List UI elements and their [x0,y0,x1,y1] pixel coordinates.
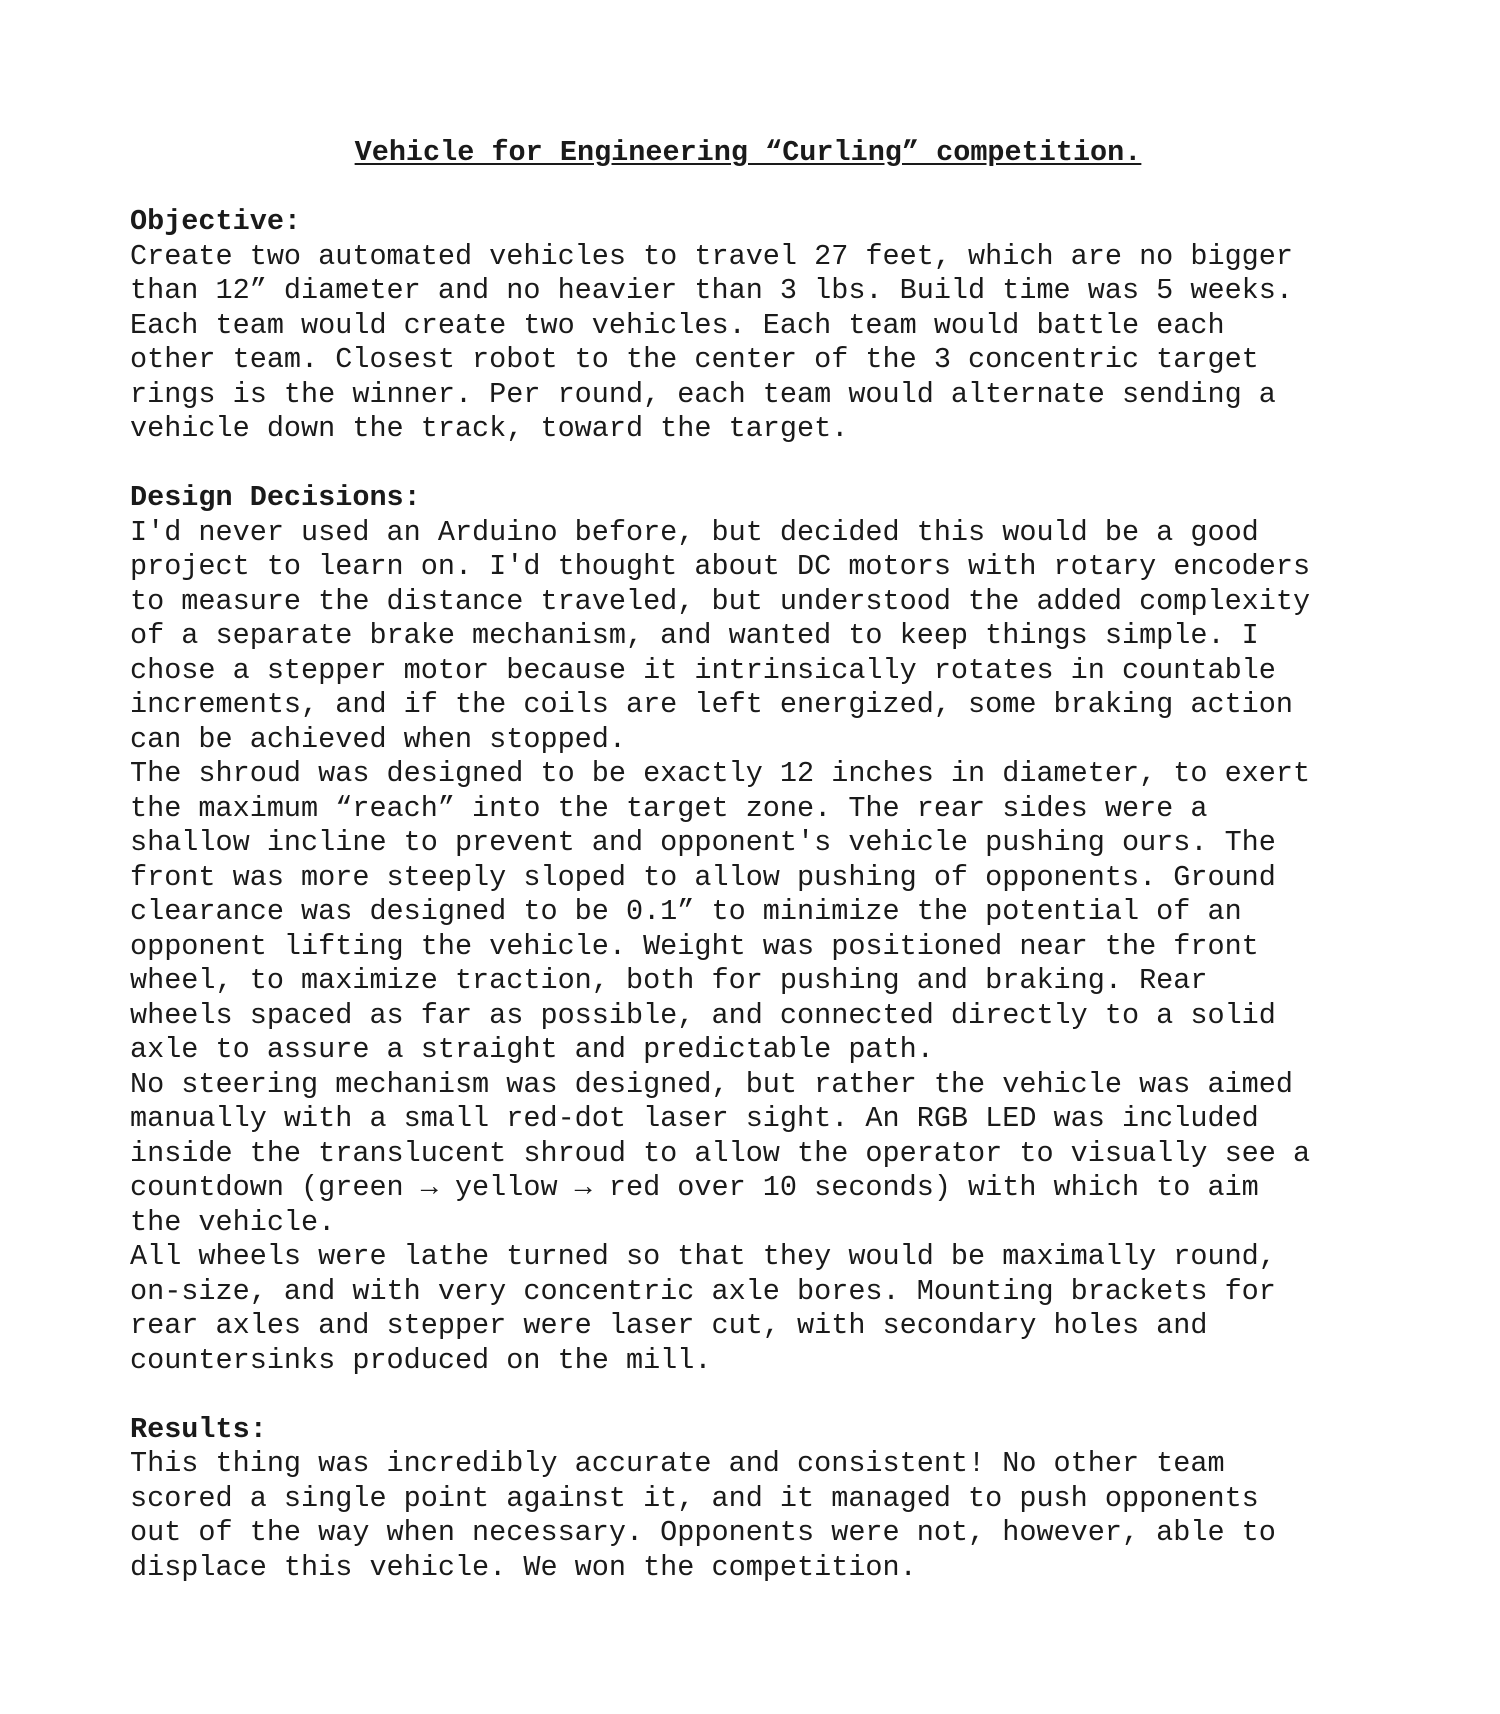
text-line: front was more steeply sloped to allow pushing of opponents. Ground [130,860,1276,894]
text-line: the vehicle. [130,1205,336,1239]
document-title: Vehicle for Engineering “Curling” competition. [354,136,1142,169]
text-line: I'd never used an Arduino before, but decided this would be a good [130,515,1259,549]
text-line: can be achieved when stopped. [130,722,626,756]
text-line: shallow incline to prevent and opponent's vehicle pushing ours. The [130,826,1276,859]
text-line: opponent lifting the vehicle. Weight was positioned near the front [130,929,1259,963]
text-line: rear axles and stepper were laser cut, with secondary holes and [130,1309,1208,1342]
section-heading: Results: [130,1412,267,1446]
text-line: vehicle down the track, toward the target. [130,412,849,445]
section [130,205,1390,447]
text-line: inside the translucent shroud to allow the operator to visually see a [130,1136,1311,1170]
text-line: clearance was designed to be 0.1” to minimize the potential of an [130,895,1242,928]
text-line: out of the way when necessary. Opponents were not, however, able to [130,1516,1276,1549]
text-line: All wheels were lathe turned so that they would be maximally round, [130,1240,1276,1273]
paragraph [130,1068,1390,1241]
text-line: This thing was incredibly accurate and consistent! No other team [130,1447,1225,1480]
text-line: the maximum “reach” into the target zone. The rear sides were a [130,791,1208,825]
text-line: countersinks produced on the mill. [130,1343,712,1377]
text-line: wheel, to maximize traction, both for pushing and braking. Rear [130,964,1208,997]
paragraph [130,516,1390,758]
text-line: axle to assure a straight and predictable path. [130,1033,934,1066]
text-line: No steering mechanism was designed, but rather the vehicle was aimed [130,1067,1293,1101]
text-line: displace this vehicle. We won the competition. [130,1550,917,1584]
text-line: rings is the winner. Per round, each team would alternate sending a [130,377,1276,411]
text-line: The shroud was designed to be exactly 12 inches in diameter, to exert [130,757,1311,790]
text-line: project to learn on. I'd thought about DC motors with rotary encoders [130,550,1311,583]
paragraph [130,757,1390,1068]
text-line: Each team would create two vehicles. Each team would battle each [130,308,1225,342]
section [130,481,1390,1378]
text-line: increments, and if the coils are left energized, some braking action [130,688,1293,721]
text-line: manually with a small red-dot laser sight. An RGB LED was included [130,1102,1259,1135]
text-line: of a separate brake mechanism, and wanted to keep things simple. I [130,619,1259,652]
text-line: chose a stepper motor because it intrinsically rotates in countable [130,653,1276,687]
text-line: countdown (green → yellow → red over 10 seconds) with which to aim [130,1171,1259,1204]
text-line: wheels spaced as far as possible, and connected directly to a solid [130,998,1276,1032]
text-line: to measure the distance traveled, but understood the added complexity [130,584,1311,618]
section [130,1413,1390,1586]
text-line: than 12” diameter and no heavier than 3 lbs. Build time was 5 weeks. [130,274,1293,307]
paragraph [130,1447,1390,1585]
paragraph [130,240,1390,447]
document-body [130,205,1390,1585]
paragraph [130,1240,1390,1378]
text-line: scored a single point against it, and it managed to push opponents [130,1481,1259,1515]
text-line: on-size, and with very concentric axle bores. Mounting brackets for [130,1274,1276,1308]
document-page [130,136,1390,1620]
section-heading: Objective: [130,205,302,238]
section-heading: Design Decisions: [130,481,421,514]
text-line: Create two automated vehicles to travel 27 feet, which are no bigger [130,239,1293,273]
text-line: other team. Closest robot to the center of the 3 concentric target [130,343,1259,376]
